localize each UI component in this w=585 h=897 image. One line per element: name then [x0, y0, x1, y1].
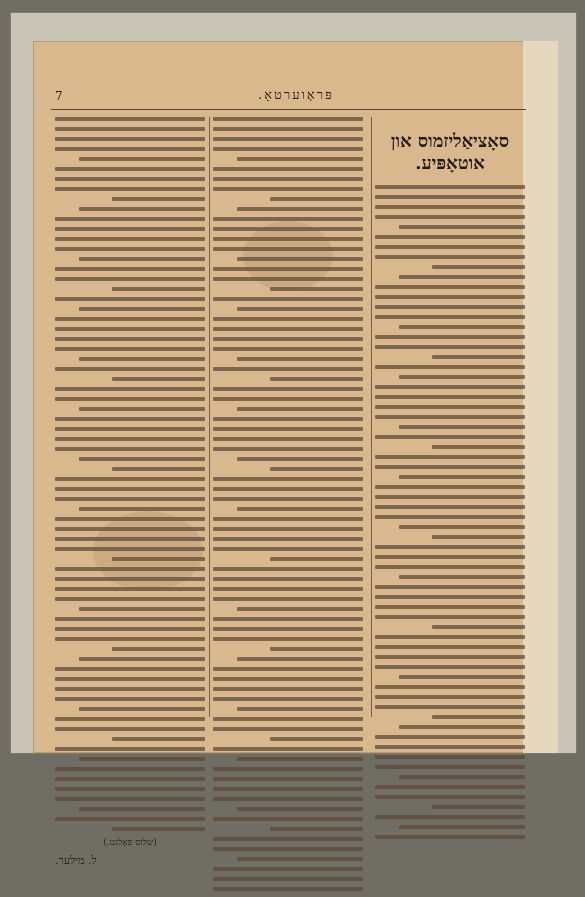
text-line	[55, 477, 205, 481]
author-signature: ל. מילער.	[55, 854, 97, 867]
text-line	[375, 755, 525, 759]
text-line	[375, 415, 525, 419]
text-line	[79, 357, 205, 361]
text-line	[432, 715, 525, 719]
text-line	[399, 225, 525, 229]
text-line	[55, 677, 205, 681]
text-line	[55, 267, 205, 271]
text-line	[55, 187, 205, 191]
text-line	[213, 867, 363, 871]
text-line	[55, 437, 205, 441]
text-line	[213, 137, 363, 141]
page-fold	[523, 41, 558, 753]
text-line	[213, 297, 363, 301]
text-line	[432, 535, 525, 539]
text-line	[213, 847, 363, 851]
text-line	[432, 355, 525, 359]
text-line	[213, 497, 363, 501]
text-line	[213, 887, 363, 891]
text-line	[55, 227, 205, 231]
text-line	[375, 205, 525, 209]
text-line	[55, 417, 205, 421]
text-line	[213, 837, 363, 841]
text-line	[375, 345, 525, 349]
text-line	[213, 637, 363, 641]
text-line	[237, 657, 363, 661]
text-line	[213, 547, 363, 551]
text-line	[213, 387, 363, 391]
text-line	[375, 185, 525, 189]
text-line	[375, 485, 525, 489]
text-line	[213, 277, 363, 281]
text-line	[375, 195, 525, 199]
text-line	[213, 187, 363, 191]
text-line	[375, 795, 525, 799]
text-line	[55, 297, 205, 301]
text-line	[237, 607, 363, 611]
text-line	[213, 117, 363, 121]
text-line	[270, 377, 363, 381]
text-line	[112, 557, 205, 561]
text-line	[55, 577, 205, 581]
text-line	[375, 815, 525, 819]
text-line	[375, 665, 525, 669]
text-line	[213, 797, 363, 801]
text-line	[237, 357, 363, 361]
text-line	[55, 747, 205, 751]
text-line	[237, 857, 363, 861]
text-line	[55, 387, 205, 391]
text-line	[270, 287, 363, 291]
text-line	[213, 167, 363, 171]
text-line	[55, 787, 205, 791]
text-line	[213, 597, 363, 601]
text-line	[375, 645, 525, 649]
text-line	[237, 807, 363, 811]
text-line	[213, 367, 363, 371]
text-line	[270, 467, 363, 471]
text-line	[375, 305, 525, 309]
text-line	[213, 487, 363, 491]
text-line	[399, 475, 525, 479]
text-line	[79, 257, 205, 261]
text-line	[399, 775, 525, 779]
text-line	[213, 677, 363, 681]
text-line	[237, 307, 363, 311]
text-line	[375, 505, 525, 509]
text-line	[375, 515, 525, 519]
text-line	[375, 765, 525, 769]
text-line	[112, 647, 205, 651]
text-line	[55, 627, 205, 631]
text-line	[237, 457, 363, 461]
text-line	[55, 337, 205, 341]
text-line	[399, 525, 525, 529]
text-line	[237, 257, 363, 261]
text-line	[375, 605, 525, 609]
text-line	[213, 217, 363, 221]
text-line	[55, 617, 205, 621]
text-line	[79, 657, 205, 661]
text-line	[213, 397, 363, 401]
text-line	[432, 445, 525, 449]
text-line	[375, 685, 525, 689]
text-line	[79, 407, 205, 411]
text-line	[55, 667, 205, 671]
text-line	[213, 777, 363, 781]
text-line	[375, 315, 525, 319]
newspaper-page	[33, 41, 558, 867]
article-column-middle	[213, 117, 363, 897]
text-line	[213, 267, 363, 271]
text-line	[55, 427, 205, 431]
text-line	[55, 527, 205, 531]
text-line	[213, 417, 363, 421]
text-line	[213, 247, 363, 251]
article-column-left	[55, 117, 205, 867]
text-line	[432, 265, 525, 269]
text-line	[375, 735, 525, 739]
text-line	[375, 585, 525, 589]
text-line	[270, 647, 363, 651]
text-line	[213, 787, 363, 791]
text-line	[375, 615, 525, 619]
text-line	[55, 217, 205, 221]
text-line	[375, 785, 525, 789]
text-line	[112, 197, 205, 201]
text-line	[399, 825, 525, 829]
text-line	[55, 447, 205, 451]
text-line	[375, 215, 525, 219]
text-line	[213, 347, 363, 351]
text-line	[375, 565, 525, 569]
article-title-line: סאָציאַליזמוס און	[390, 131, 510, 152]
text-line	[79, 507, 205, 511]
text-line	[55, 717, 205, 721]
text-line	[375, 705, 525, 709]
text-line	[55, 317, 205, 321]
text-line	[270, 197, 363, 201]
closing-note: (שלוס פאָלגט.)	[103, 838, 157, 848]
text-line	[237, 707, 363, 711]
text-line	[213, 567, 363, 571]
text-line	[55, 817, 205, 821]
text-line	[375, 595, 525, 599]
text-line	[213, 127, 363, 131]
text-line	[213, 577, 363, 581]
text-line	[79, 807, 205, 811]
text-line	[213, 477, 363, 481]
masthead: פּראָוערטאָ.	[258, 88, 334, 103]
text-line	[375, 455, 525, 459]
text-line	[213, 237, 363, 241]
text-line	[213, 317, 363, 321]
text-line	[55, 277, 205, 281]
text-line	[399, 275, 525, 279]
text-line	[213, 877, 363, 881]
column-rule	[209, 117, 210, 717]
text-line	[55, 487, 205, 491]
text-line	[55, 767, 205, 771]
text-line	[213, 427, 363, 431]
text-line	[55, 567, 205, 571]
text-line	[79, 207, 205, 211]
text-line	[55, 237, 205, 241]
text-line	[399, 675, 525, 679]
text-line	[55, 247, 205, 251]
text-line	[213, 587, 363, 591]
text-line	[375, 385, 525, 389]
text-line	[55, 537, 205, 541]
text-line	[55, 347, 205, 351]
text-line	[237, 757, 363, 761]
article-column-right	[375, 117, 525, 845]
text-line	[79, 457, 205, 461]
text-line	[375, 465, 525, 469]
text-line	[432, 625, 525, 629]
text-line	[399, 725, 525, 729]
text-line	[213, 527, 363, 531]
text-line	[375, 295, 525, 299]
text-line	[270, 557, 363, 561]
text-line	[375, 695, 525, 699]
text-line	[213, 147, 363, 151]
text-line	[237, 507, 363, 511]
article-title	[375, 131, 525, 175]
text-line	[112, 377, 205, 381]
text-line	[55, 547, 205, 551]
text-line	[375, 545, 525, 549]
text-line	[55, 117, 205, 121]
text-line	[213, 717, 363, 721]
text-line	[213, 747, 363, 751]
text-line	[55, 367, 205, 371]
text-line	[375, 235, 525, 239]
text-line	[375, 335, 525, 339]
text-line	[213, 327, 363, 331]
text-line	[55, 177, 205, 181]
text-line	[237, 207, 363, 211]
text-line	[55, 797, 205, 801]
text-line	[55, 777, 205, 781]
text-line	[375, 655, 525, 659]
text-line	[399, 325, 525, 329]
text-line	[55, 137, 205, 141]
text-line	[213, 687, 363, 691]
scan-frame	[10, 12, 577, 867]
text-line	[112, 827, 205, 831]
text-line	[375, 255, 525, 259]
text-line	[55, 697, 205, 701]
text-line	[213, 337, 363, 341]
text-line	[270, 737, 363, 741]
text-line	[375, 495, 525, 499]
text-line	[79, 607, 205, 611]
text-line	[375, 395, 525, 399]
text-line	[375, 245, 525, 249]
text-line	[79, 307, 205, 311]
page-header	[51, 87, 526, 110]
text-line	[79, 707, 205, 711]
text-line	[399, 375, 525, 379]
text-line	[213, 697, 363, 701]
text-line	[375, 365, 525, 369]
text-line	[55, 327, 205, 331]
text-line	[270, 827, 363, 831]
text-line	[112, 467, 205, 471]
article-title-line: אוטאָפּיע.	[415, 153, 485, 174]
text-line	[55, 497, 205, 501]
text-line	[55, 397, 205, 401]
text-line	[55, 597, 205, 601]
text-line	[213, 617, 363, 621]
text-line	[55, 687, 205, 691]
text-lines	[375, 185, 525, 839]
text-line	[375, 435, 525, 439]
text-line	[213, 817, 363, 821]
text-line	[213, 177, 363, 181]
text-line	[432, 805, 525, 809]
text-line	[55, 517, 205, 521]
text-line	[79, 757, 205, 761]
text-line	[213, 447, 363, 451]
text-line	[213, 727, 363, 731]
text-line	[55, 727, 205, 731]
text-line	[375, 745, 525, 749]
text-line	[55, 147, 205, 151]
text-line	[375, 835, 525, 839]
text-line	[237, 157, 363, 161]
text-line	[213, 627, 363, 631]
text-line	[55, 127, 205, 131]
text-line	[55, 587, 205, 591]
text-lines	[213, 117, 363, 891]
text-line	[213, 227, 363, 231]
text-line	[213, 667, 363, 671]
text-line	[375, 635, 525, 639]
column-rule	[371, 117, 372, 717]
text-line	[375, 285, 525, 289]
text-line	[375, 555, 525, 559]
text-line	[213, 537, 363, 541]
text-line	[55, 637, 205, 641]
text-line	[112, 287, 205, 291]
text-line	[399, 575, 525, 579]
text-line	[237, 407, 363, 411]
text-lines	[55, 117, 205, 831]
text-line	[213, 767, 363, 771]
text-line	[79, 157, 205, 161]
page-number: 7	[55, 89, 63, 103]
text-line	[112, 737, 205, 741]
text-line	[55, 167, 205, 171]
text-line	[213, 437, 363, 441]
text-line	[399, 425, 525, 429]
text-line	[375, 405, 525, 409]
text-line	[213, 517, 363, 521]
